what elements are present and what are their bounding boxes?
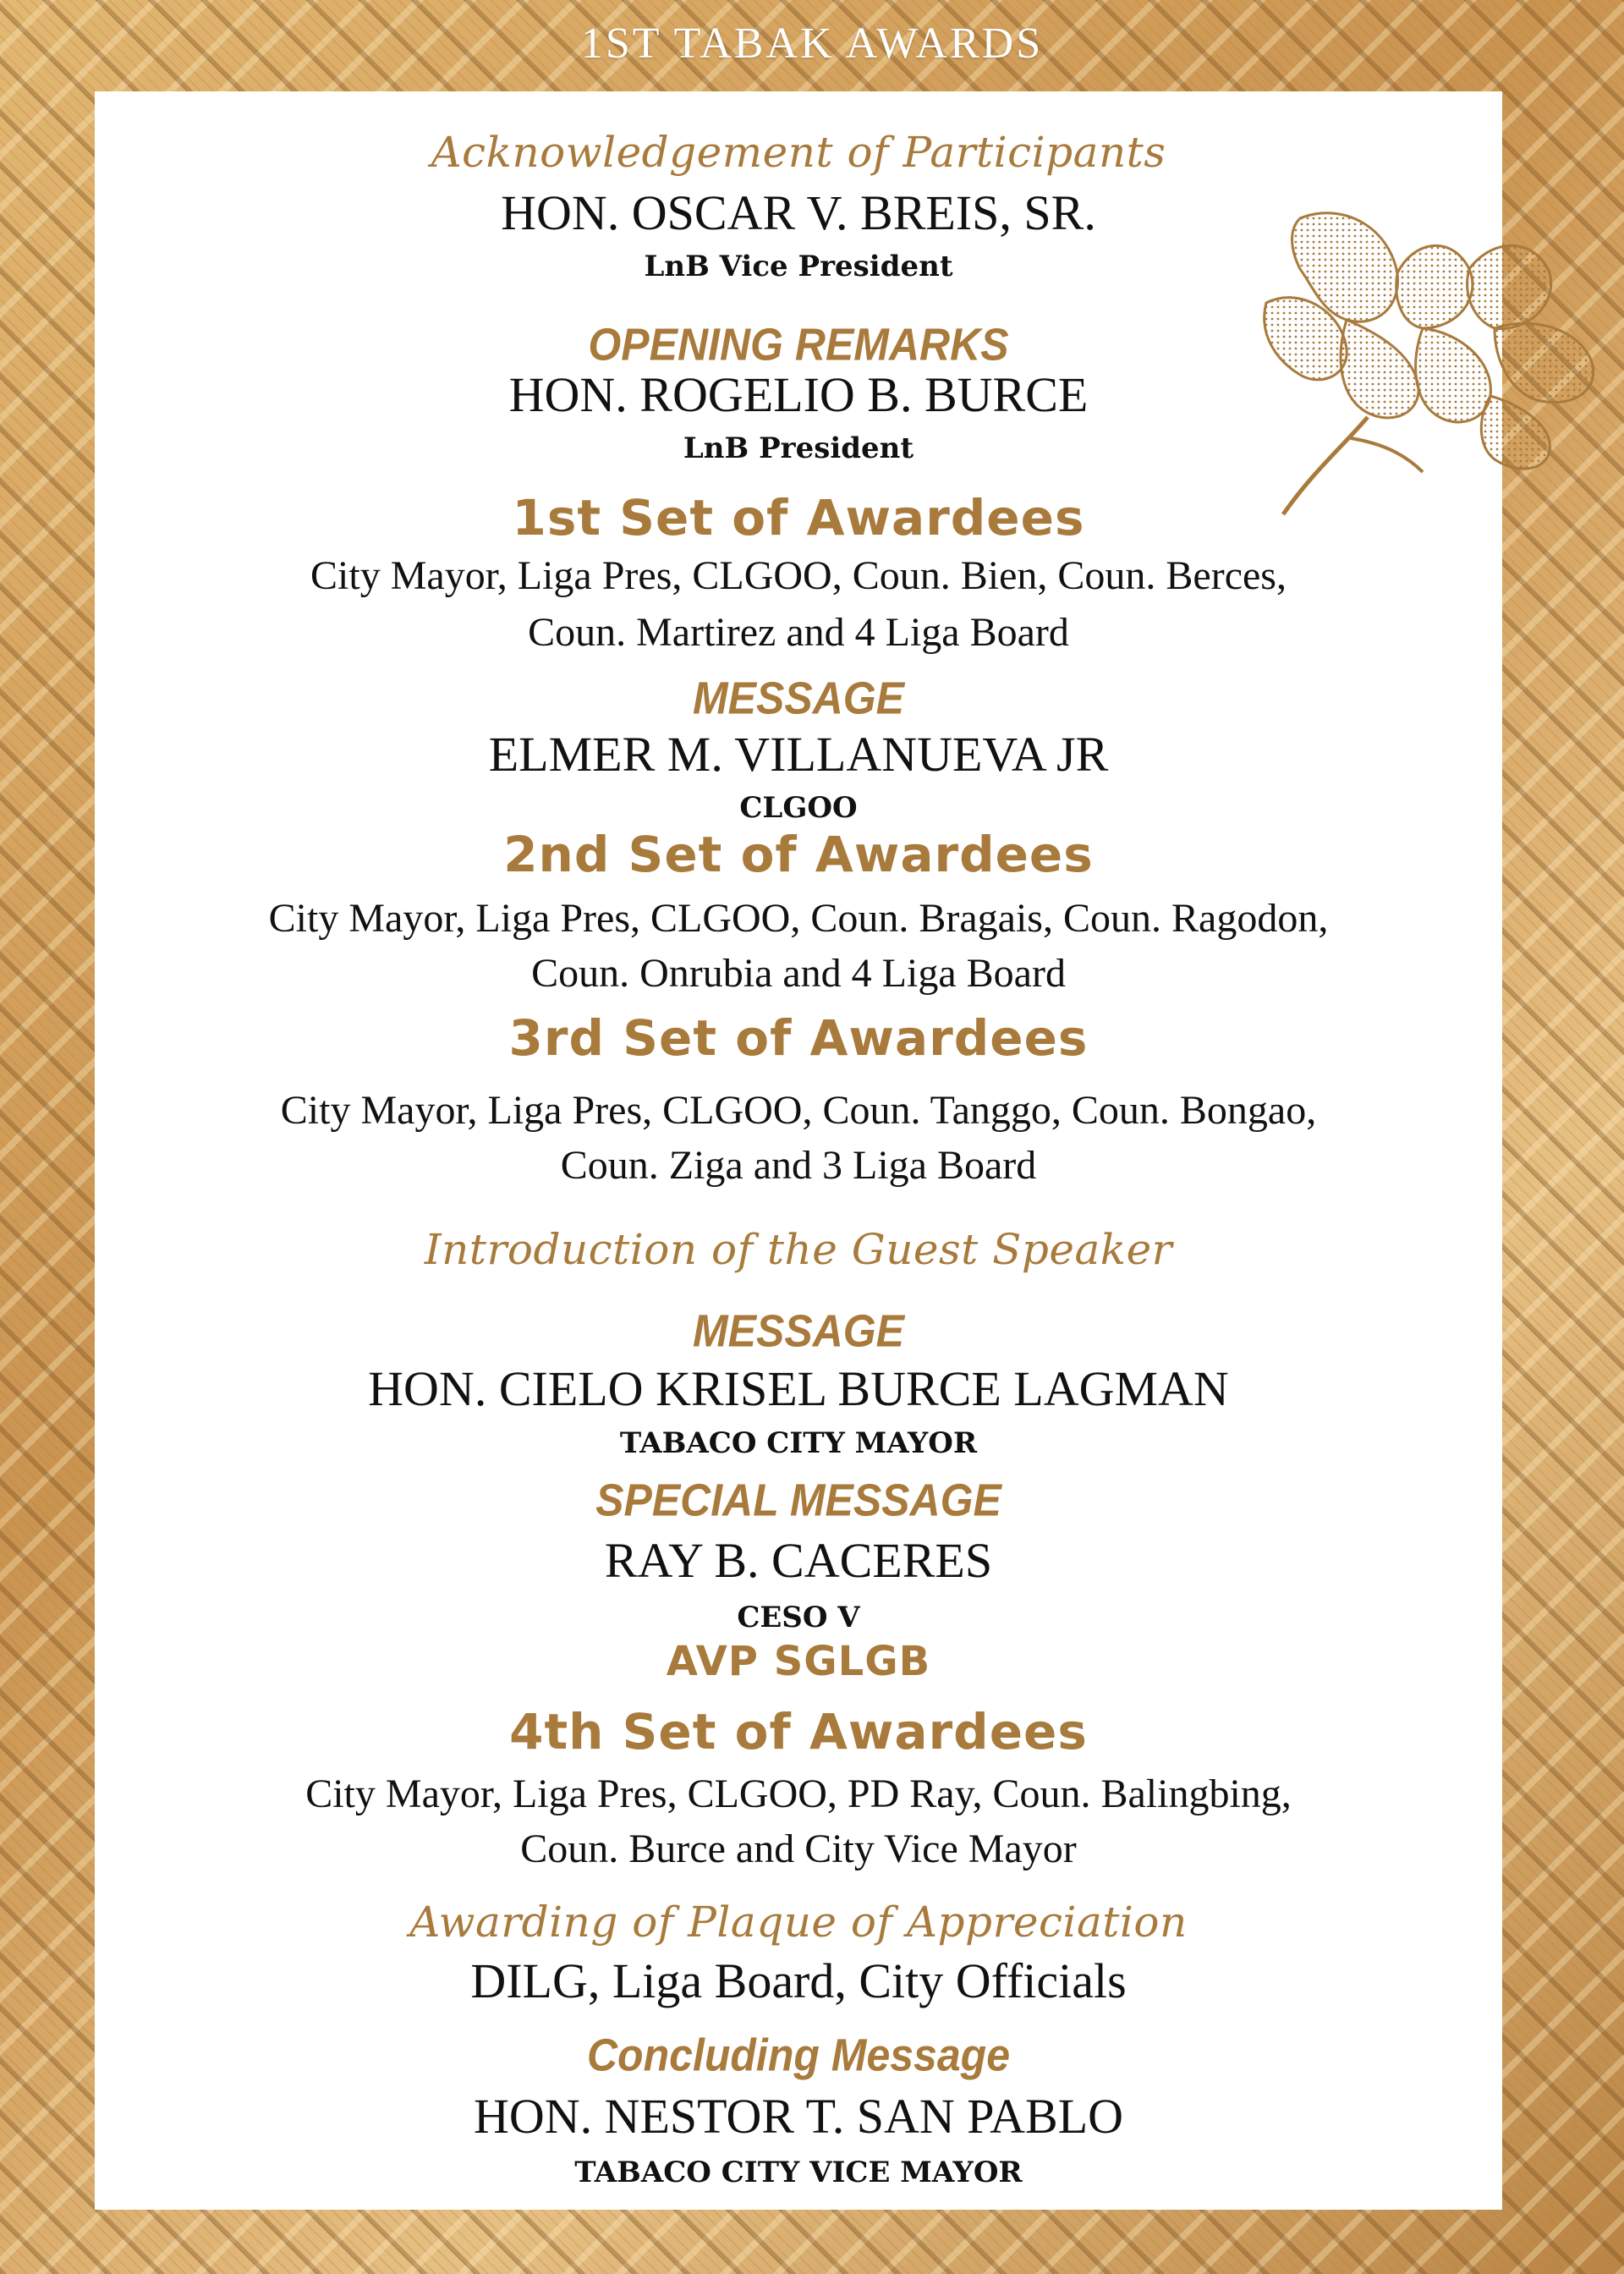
acknowledgement-heading: Acknowledgement of Participants [431, 128, 1166, 177]
opening-remarks-heading: OPENING REMARKS [588, 318, 1009, 371]
set4-awardees-line2: Coun. Burce and City Vice Mayor [520, 1826, 1077, 1871]
acknowledgement-name: HON. OSCAR V. BREIS, SR. [501, 185, 1096, 240]
special-message-role: CESO V [737, 1601, 860, 1634]
set1-awardees-line1: City Mayor, Liga Pres, CLGOO, Coun. Bien, Coun. Berces, [310, 553, 1287, 598]
set2-awardees-line1: City Mayor, Liga Pres, CLGOO, Coun. Bragais, Coun. Ragodon, [268, 896, 1329, 941]
opening-remarks-role: LnB President [683, 431, 914, 465]
concluding-message-role: TABACO CITY VICE MAYOR [574, 2156, 1023, 2189]
special-message-name: RAY B. CACERES [604, 1533, 993, 1588]
special-message-role2: AVP SGLGB [666, 1638, 931, 1685]
guest-speaker-intro-heading: Introduction of the Guest Speaker [424, 1225, 1173, 1274]
set2-heading: 2nd Set of Awardees [503, 826, 1094, 883]
set3-awardees-line2: Coun. Ziga and 3 Liga Board [560, 1143, 1037, 1188]
set3-heading: 3rd Set of Awardees [508, 1009, 1089, 1067]
set1-awardees-line2: Coun. Martirez and 4 Liga Board [528, 610, 1069, 655]
message2-name: HON. CIELO KRISEL BURCE LAGMAN [368, 1361, 1229, 1416]
set2-awardees-line2: Coun. Onrubia and 4 Liga Board [531, 951, 1066, 996]
event-title: 1ST TABAK AWARDS [580, 19, 1044, 68]
concluding-message-heading: Concluding Message [586, 2029, 1011, 2081]
set1-heading: 1st Set of Awardees [512, 489, 1085, 547]
acknowledgement-role: LnB Vice President [644, 250, 953, 283]
set4-heading: 4th Set of Awardees [509, 1703, 1088, 1760]
message1-role: CLGOO [739, 791, 858, 825]
program-panel [95, 91, 1502, 2210]
message1-heading: MESSAGE [692, 672, 905, 724]
special-message-heading: SPECIAL MESSAGE [595, 1474, 1001, 1526]
message2-role: TABACO CITY MAYOR [619, 1426, 978, 1460]
message1-name: ELMER M. VILLANUEVA JR [488, 727, 1109, 782]
concluding-message-name: HON. NESTOR T. SAN PABLO [473, 2089, 1124, 2144]
message2-heading: MESSAGE [692, 1305, 905, 1357]
opening-remarks-name: HON. ROGELIO B. BURCE [508, 367, 1089, 422]
plaque-awarding-heading: Awarding of Plaque of Appreciation [409, 1898, 1188, 1947]
set3-awardees-line1: City Mayor, Liga Pres, CLGOO, Coun. Tanggo, Coun. Bongao, [280, 1088, 1317, 1133]
set4-awardees-line1: City Mayor, Liga Pres, CLGOO, PD Ray, Coun. Balingbing, [305, 1771, 1292, 1816]
plaque-recipients: DILG, Liga Board, City Officials [470, 1953, 1127, 2008]
